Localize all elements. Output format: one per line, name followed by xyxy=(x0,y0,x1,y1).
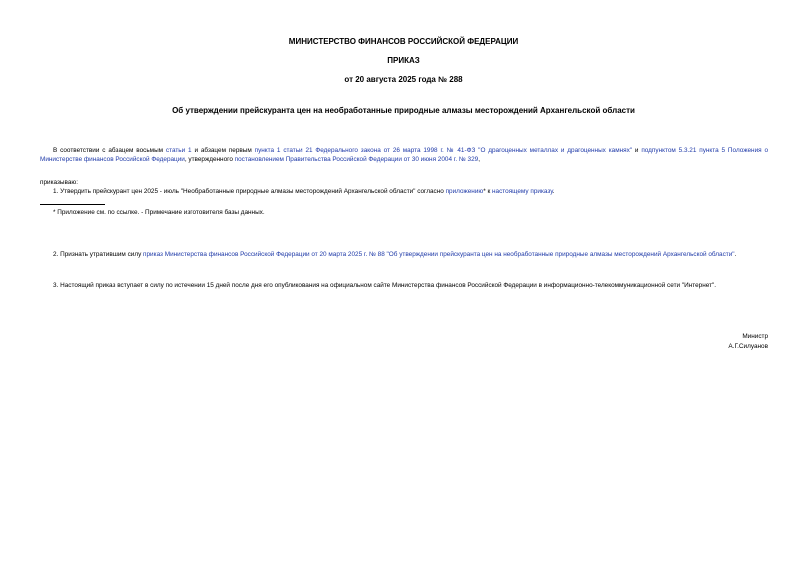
link-repealed-order[interactable]: приказ Министерства финансов Российской Федерации от 20 марта 2025 г. № 88 "Об утверждении прейскуранта цен на необработанные природные алмазы месторождений Архангельской области" xyxy=(143,251,735,258)
ministry-heading: МИНИСТЕРСТВО ФИНАНСОВ РОССИЙСКОЙ ФЕДЕРАЦИИ xyxy=(288,37,519,46)
item-2 xyxy=(40,250,768,259)
item-2-text: 2. Признать утратившим силу xyxy=(53,251,144,258)
link-appendix[interactable]: приложению xyxy=(445,188,484,195)
preamble-text: , xyxy=(478,156,480,163)
link-this-order[interactable]: настоящему приказу xyxy=(492,188,553,195)
preamble-text: и абзацем первым xyxy=(191,147,255,154)
item-2-text: . xyxy=(734,251,737,258)
preamble-text: и xyxy=(632,147,642,154)
page-title: Об утверждении прейскуранта цен на необработанные природные алмазы месторождений Архангельской области xyxy=(172,106,635,115)
preamble-paragraph xyxy=(40,146,768,164)
item-1-text: * к xyxy=(483,188,493,195)
preamble-text: , утвержденного xyxy=(184,156,235,163)
date-number: от 20 августа 2025 года № 288 xyxy=(344,75,463,84)
order-word: приказываю: xyxy=(40,179,78,186)
item-1 xyxy=(40,187,768,196)
item-3: 3. Настоящий приказ вступает в силу по истечении 15 дней после дня его опубликования на официальном сайте Министерства финансов Российской Федерации в информационно-телекоммуникационной сети "Интернет". xyxy=(53,282,717,289)
item-1-text: . xyxy=(552,188,555,195)
item-1-text: 1. Утвердить прейскурант цен 2025 - июль "Необработанные природные алмазы месторождений Архангельской области" согласно xyxy=(53,188,446,195)
footnote-divider xyxy=(40,204,105,205)
link-regulation[interactable]: подпунктом 5.3.21 пункта 5 Положения о Министерстве финансов Российской Федерации xyxy=(40,147,769,163)
doc-type-heading: ПРИКАЗ xyxy=(387,56,420,65)
link-federal-law[interactable]: пункта 1 статьи 21 Федерального закона от 26 марта 1998 г. № 41-ФЗ "О драгоценных металлах и драгоценных камнях" xyxy=(254,147,633,154)
link-article-1[interactable]: статьи 1 xyxy=(165,147,192,154)
preamble-text: В соответствии с абзацем восьмым xyxy=(53,147,166,154)
signature-name: А.Г.Силуанов xyxy=(728,343,768,350)
link-government-decree[interactable]: постановлением Правительства Российской Федерации от 30 июня 2004 г. № 329 xyxy=(234,156,479,163)
footnote: * Приложение см. по ссылке. - Примечание изготовителя базы данных. xyxy=(53,209,265,216)
signature-position: Министр xyxy=(742,333,768,340)
